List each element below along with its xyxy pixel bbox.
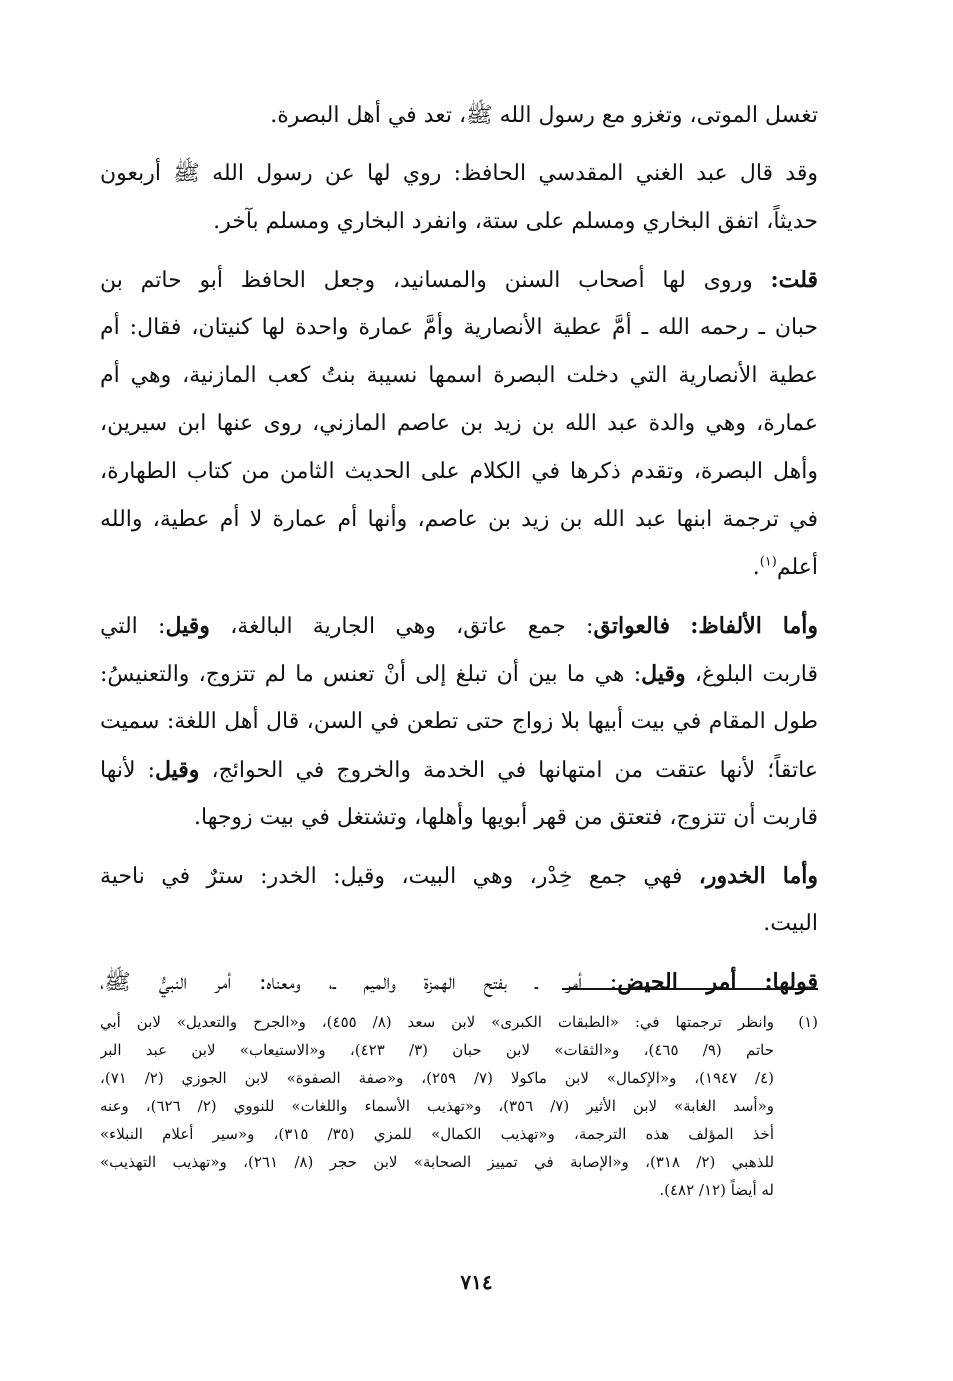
text-line (100, 544, 818, 592)
bold-lead: قلت: (770, 267, 818, 293)
bold-lead: قولها: (764, 969, 818, 995)
text-span: فهي جمع خِدْر، وهي البيت، وقيل: الخدر: سترٌ في ناحية (100, 864, 699, 889)
bold-term: وقيل (641, 661, 686, 687)
footnote-line: له أيضاً (١٢/ ٤٨٢). (659, 1181, 774, 1199)
text-line (100, 650, 818, 698)
text-span: قاربت البلوغ، (694, 662, 818, 687)
text-span: . (752, 555, 760, 580)
bold-term: وقيل (165, 613, 210, 639)
text-line: في ترجمة ابنها عبد الله بن زيد بن عاصم، وأنها أم عمارة لا أم عطية، والله (100, 507, 818, 532)
footnote-line: وانظر ترجمتها في: «الطبقات الكبرى» لابن سعد (٨/ ٤٥٥)، و«الجرح والتعديل» لابن أبي (100, 1013, 774, 1031)
text-line: وقد قال عبد الغني المقدسي الحافظ: روي لها عن رسول الله ﷺ أربعون (100, 161, 818, 186)
text-line: عطية الأنصارية التي دخلت البصرة اسمها نسيبة بنتُ كعب المازنية، وهي أم (100, 363, 818, 388)
footnote-line: و«أسد الغابة» لابن الأثير (٧/ ٣٥٦)، و«تهذيب الأسماء واللغات» للنووي (٢/ ٦٢٦)، وعنه (100, 1097, 775, 1115)
text-line: وأهل البصرة، وتقدم ذكرها في الكلام على الحديث الثامن من كتاب الطهارة، (100, 459, 818, 484)
bold-term: أمر الحيض (617, 969, 737, 995)
text-line: حديثاً، اتفق البخاري ومسلم على ستة، وانفرد البخاري ومسلم بآخر. (213, 209, 818, 234)
text-span: عاتقاً؛ لأنها عتقت من امتهانها في الخدمة والخروج في الحوائج، (211, 758, 818, 783)
footnotes (100, 1008, 818, 1204)
text-line (100, 746, 818, 794)
text-span: : أمر ـ بفتح الهمزة والميم ـ، ومعناه: أمر النبيُّ ﷺ، (100, 970, 618, 995)
footnote-divider (562, 988, 818, 990)
text-span: أعلم (776, 555, 818, 580)
bold-term: وقيل (154, 757, 200, 783)
text-line: البيت. (763, 911, 818, 936)
text-span: : هي ما بين أن تبلغ إلى أنْ تعنس ما لم تتزوج، والتعنيسُ: (100, 662, 642, 687)
text-line (100, 602, 818, 650)
main-text (100, 92, 818, 1006)
text-span: : جمع عاتق، وهي الجارية البالغة، (230, 614, 594, 639)
text-line (100, 256, 818, 304)
footnote-reference: (١) (759, 554, 777, 570)
bold-lead: وأما الألفاظ: (690, 613, 818, 639)
footnote-line: للذهبي (٢/ ٣١٨)، و«الإصابة في تمييز الصحابة» لابن حجر (٨/ ٢٦١)، و«تهذيب التهذيب» (100, 1153, 775, 1171)
page-number: ٧١٤ (460, 1270, 493, 1294)
text-line: طول المقام في بيت أبيها بلا زواج حتى تطعن في السن، قال أهل اللغة: سميت (100, 709, 818, 734)
text-line (100, 852, 818, 900)
text-line: عمارة، وهي والدة عبد الله بن زيد بن عاصم المازني، روى عنها ابن سيرين، (100, 411, 818, 436)
text-line: حبان ـ رحمه الله ـ أمَّ عطية الأنصارية وأمَّ عمارة واحدة لها كنيتان، فقال: أم (100, 315, 818, 340)
footnote-line: (٤/ ١٩٤٧)، و«الإكمال» لابن ماكولا (٧/ ٢٥٩)، و«صفة الصفوة» لابن الجوزي (٢/ ٧١)، (100, 1069, 775, 1087)
text-span: : التي (100, 614, 166, 639)
footnote-line: حاتم (٩/ ٤٦٥)، و«الثقات» لابن حبان (٣/ ٤٢٣)، و«الاستيعاب» لابن عبد البر (100, 1041, 775, 1059)
bold-lead: وأما الخدور، (698, 863, 818, 889)
footnote-line: أخذ المؤلف هذه الترجمة، و«تهذيب الكمال» للمزي (٣٥/ ٣١٥)، و«سير أعلام النبلاء» (100, 1125, 774, 1143)
text-span: وروى لها أصحاب السنن والمسانيد، وجعل الحافظ أبو حاتم بن (100, 268, 771, 293)
text-span: : لأنها (100, 758, 155, 783)
text-line (100, 958, 818, 1006)
bold-term: فالعواتق (593, 613, 670, 639)
footnote-marker: (١) (798, 1013, 818, 1031)
text-line: تغسل الموتى، وتغزو مع رسول الله ﷺ، تعد في أهل البصرة. (270, 103, 818, 128)
text-line: قاربت أن تتزوج، فتعتق من قهر أبويها وأهلها، وتشتغل في بيت زوجها. (194, 805, 818, 830)
